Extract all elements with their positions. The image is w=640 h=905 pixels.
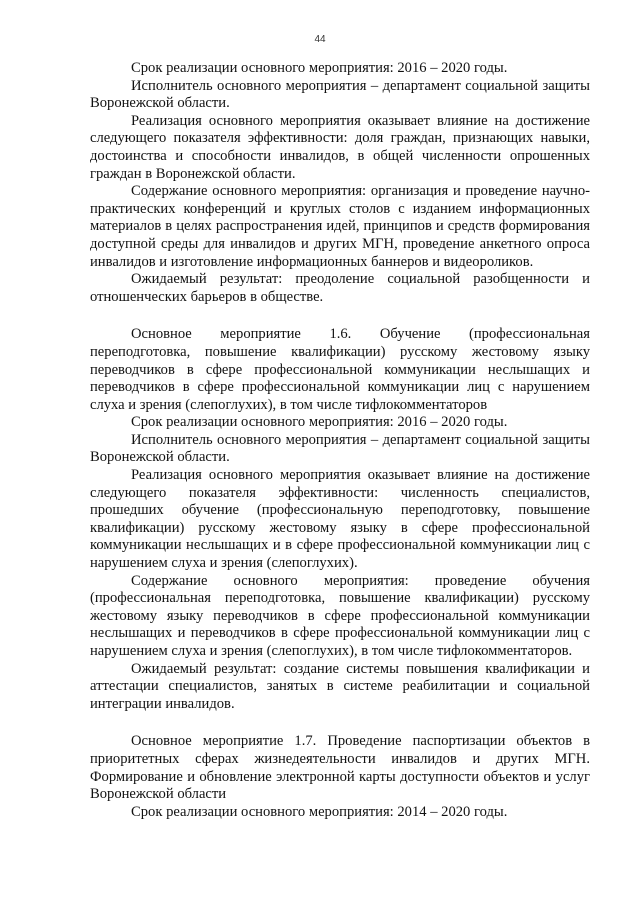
document-body xyxy=(90,60,590,821)
page-number: 44 xyxy=(314,34,326,45)
paragraph: Ожидаемый результат: преодоление социальной разобщенности и отношенческих барьеров в обществе. xyxy=(90,271,590,305)
paragraph: Исполнитель основного мероприятия – департамент социальной защиты Воронежской области. xyxy=(90,77,590,112)
paragraph: Реализация основного мероприятия оказывает влияние на достижение следующего показателя эффективности: численность специалистов, прошедших обучение (профессиональную переподготовку, повышение квалификации) русскому жестовому языку в сфере профессиональной коммуникации неслышащих и в сфере профессиональной коммуникации лиц с нарушением слуха и зрения (слепоглухих). xyxy=(90,467,590,572)
paragraph: Содержание основного мероприятия: организация и проведение научно-практических конференций и круглых столов с изданием информационных материалов в целях распространения идей, принципов и средств формирования доступной среды для инвалидов и других МГН, проведение анкетного опроса инвалидов и изготовление информационных баннеров и видеороликов. xyxy=(90,183,590,270)
paragraph: Ожидаемый результат: создание системы повышения квалификации и аттестации специалистов, занятых в системе реабилитации и социальной интеграции инвалидов. xyxy=(90,660,590,712)
paragraph: Исполнитель основного мероприятия – департамент социальной защиты Воронежской области. xyxy=(90,431,590,466)
section-heading-1-7: Основное мероприятие 1.7. Проведение паспортизации объектов в приоритетных сферах жизнедеятельности инвалидов и других МГН. Формирование и обновление электронной карты доступности объектов и услуг Воронежской области xyxy=(90,733,590,803)
paragraph: Срок реализации основного мероприятия: 2014 – 2020 годы. xyxy=(131,803,508,820)
paragraph: Срок реализации основного мероприятия: 2016 – 2020 годы. xyxy=(131,60,508,76)
paragraph: Содержание основного мероприятия: проведение обучения (профессиональная переподготовка, повышение квалификации) русскому жестовому языку переводчиков в сфере профессиональной коммуникации неслышащих и переводчиков в сфере профессиональной коммуникации лиц с нарушением слуха и зрения (слепоглухих), в том числе тифлокомментаторов. xyxy=(90,572,590,659)
section-heading-1-6: Основное мероприятие 1.6. Обучение (профессиональная переподготовка, повышение квалификации) русскому жестовому языку переводчиков в сфере профессиональной коммуникации неслышащих и переводчиков в сфере профессиональной коммуникации лиц с нарушением слуха и зрения (слепоглухих), в том числе тифлокомментаторов xyxy=(90,326,590,413)
paragraph: Реализация основного мероприятия оказывает влияние на достижение следующего показателя эффективности: доля граждан, признающих навыки, достоинства и способности инвалидов, в общей численности опрошенных граждан в Воронежской области. xyxy=(90,112,590,182)
paragraph: Срок реализации основного мероприятия: 2016 – 2020 годы. xyxy=(131,414,508,431)
